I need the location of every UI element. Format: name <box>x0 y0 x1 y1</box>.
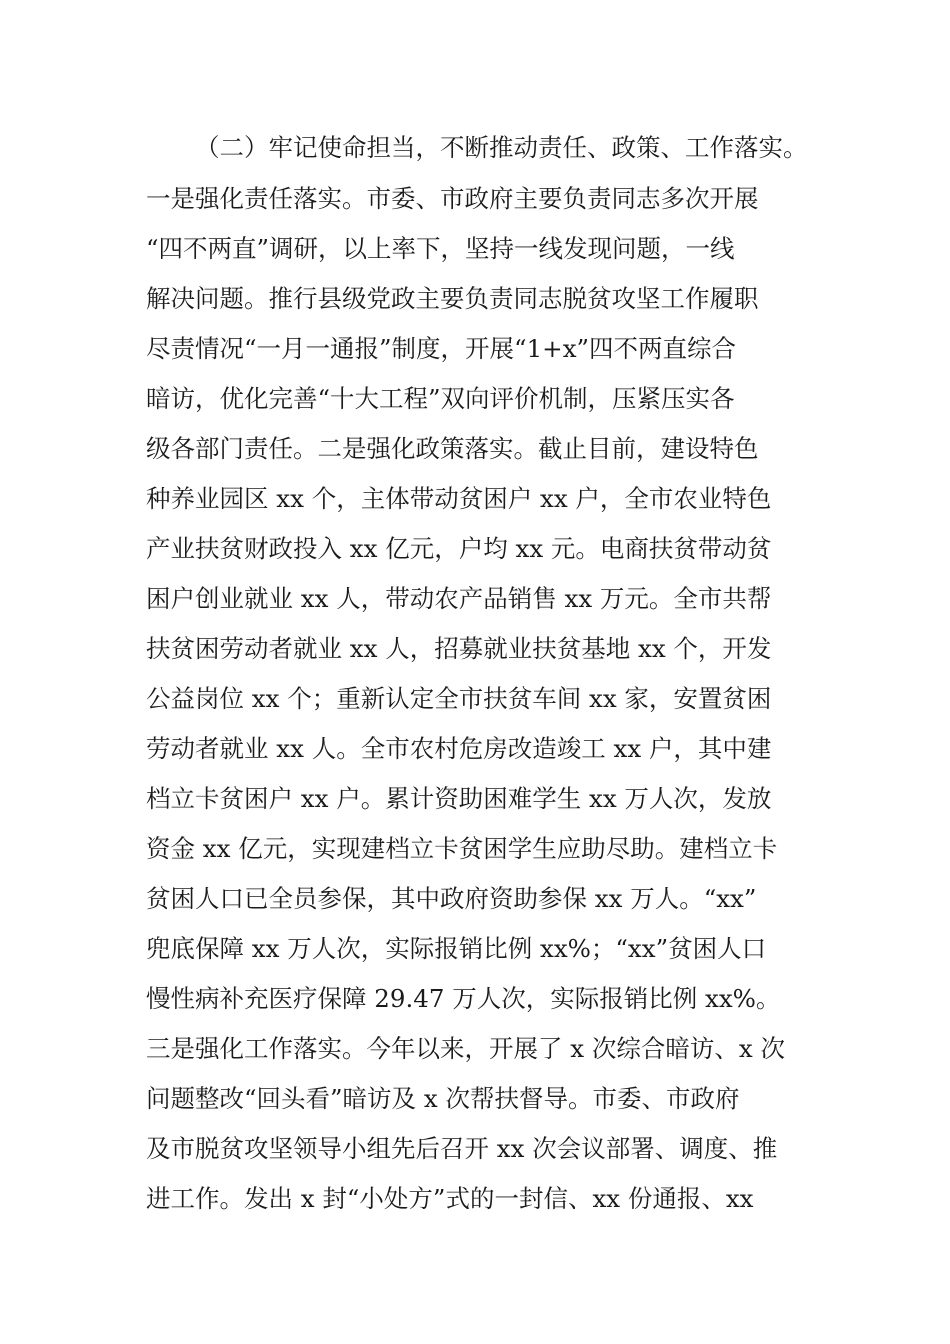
text-line: 解决问题。推行县级党政主要负责同志脱贫攻坚工作履职 <box>146 284 759 313</box>
text-line: 扶贫困劳动者就业 xx 人，招募就业扶贫基地 xx 个，开发 <box>146 634 772 663</box>
text-line: 兜底保障 xx 万人次，实际报销比例 xx%；“xx”贫困人口 <box>146 934 767 963</box>
text-line: 暗访，优化完善“十大工程”双向评价机制，压紧压实各 <box>146 384 735 413</box>
text-line: 进工作。发出 x 封“小处方”式的一封信、xx 份通报、xx <box>146 1184 754 1213</box>
text-line: 劳动者就业 xx 人。全市农村危房改造竣工 xx 户，其中建 <box>146 734 772 763</box>
text-line: 贫困人口已全员参保，其中政府资助参保 xx 万人。“xx” <box>146 884 757 913</box>
text-line: 三是强化工作落实。今年以来，开展了 x 次综合暗访、x 次 <box>146 1034 785 1063</box>
text-line: 档立卡贫困户 xx 户。累计资助困难学生 xx 万人次，发放 <box>146 784 772 813</box>
text-line: 慢性病补充医疗保障 29.47 万人次，实际报销比例 xx%。 <box>146 984 781 1013</box>
text-line: 尽责情况“一月一通报”制度，开展“1+x”四不两直综合 <box>146 334 737 363</box>
text-line: 公益岗位 xx 个；重新认定全市扶贫车间 xx 家，安置贫困 <box>146 684 772 713</box>
text-line: 问题整改“回头看”暗访及 x 次帮扶督导。市委、市政府 <box>146 1084 740 1113</box>
text-line: 种养业园区 xx 个，主体带动贫困户 xx 户，全市农业特色 <box>146 484 772 513</box>
text-line: 困户创业就业 xx 人，带动农产品销售 xx 万元。全市共帮 <box>146 584 772 613</box>
text-line: 及市脱贫攻坚领导小组先后召开 xx 次会议部署、调度、推 <box>146 1134 778 1163</box>
text-line: 产业扶贫财政投入 xx 亿元，户均 xx 元。电商扶贫带动贫 <box>146 534 772 563</box>
text-line: 一是强化责任落实。市委、市政府主要负责同志多次开展 <box>146 184 759 213</box>
text-line: （二）牢记使命担当，不断推动责任、政策、工作落实。 <box>195 133 808 162</box>
text-line: 级各部门责任。二是强化政策落实。截止目前，建设特色 <box>146 434 759 463</box>
text-line: “四不两直”调研，以上率下，坚持一线发现问题，一线 <box>146 234 735 263</box>
text-line: 资金 xx 亿元，实现建档立卡贫困学生应助尽助。建档立卡 <box>146 834 778 863</box>
